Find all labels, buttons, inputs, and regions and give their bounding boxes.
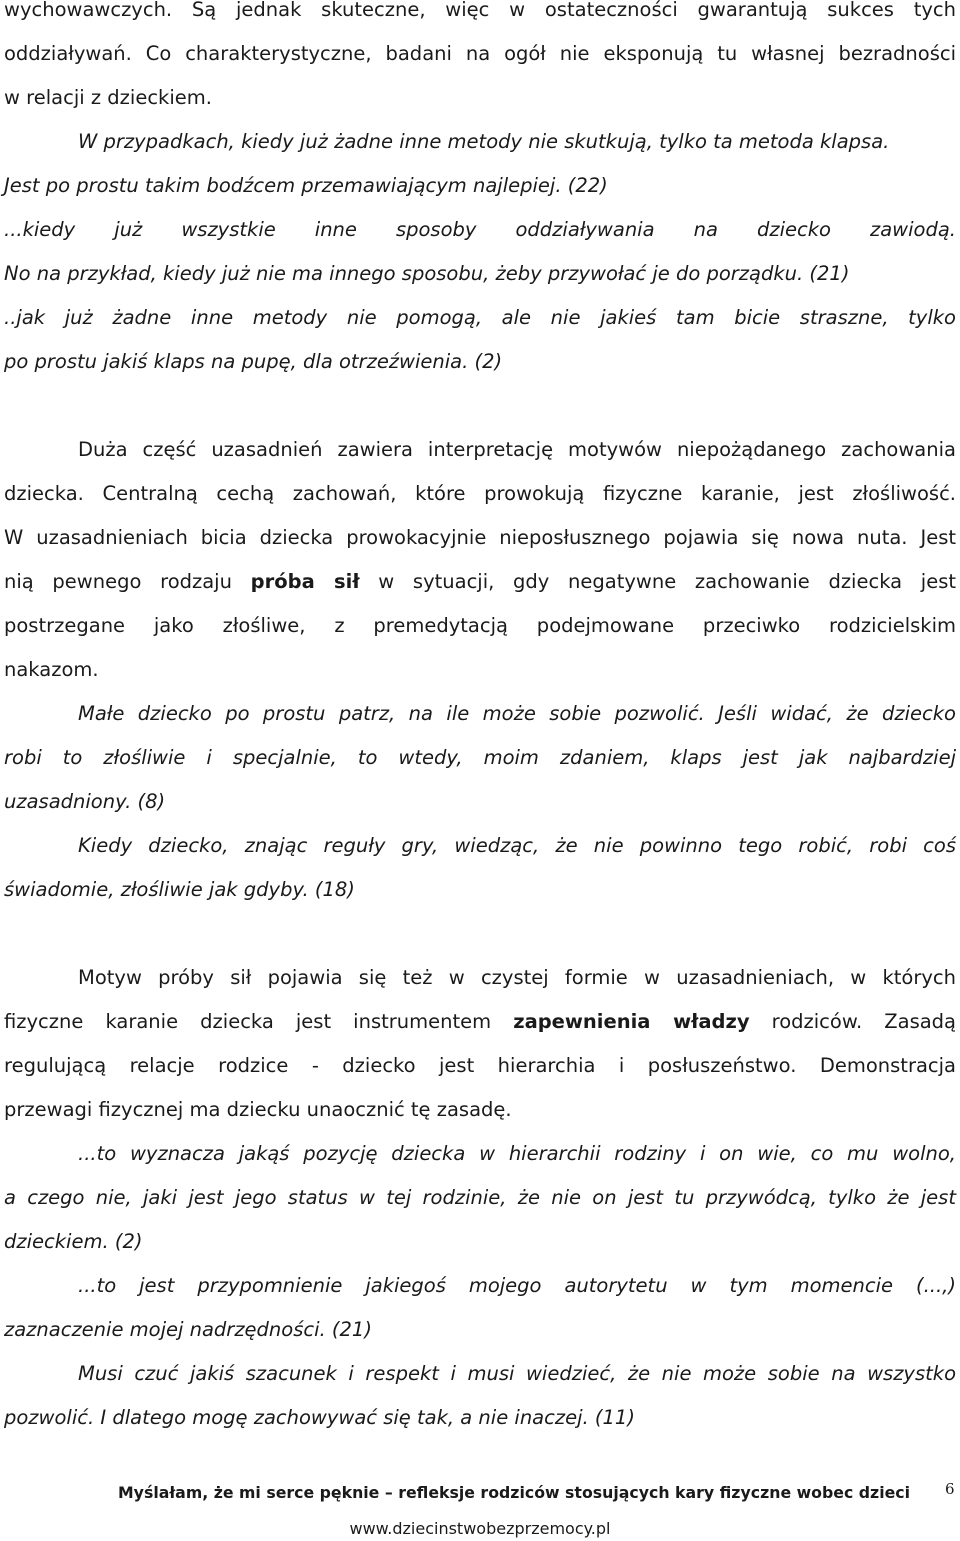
body-text-line: W uzasadnieniach bicia dziecka prowokacyjnie nieposłusznego pojawia się nowa nuta. Jest — [4, 526, 956, 549]
quote-line: świadomie, złośliwie jak gdyby. (18) — [4, 878, 355, 901]
footer-title: Myślałam, że mi serce pęknie – refleksje rodziców stosujących kary fizyczne wobec dzieci — [118, 1483, 911, 1502]
quote-line: ..jak już żadne inne metody nie pomogą, ale nie jakieś tam bicie straszne, tylko — [4, 306, 956, 329]
quote-line: W przypadkach, kiedy już żadne inne metody nie skutkują, tylko ta metoda klapsa. — [78, 130, 890, 153]
body-text-line: dziecka. Centralną cechą zachowań, które prowokują fizyczne karanie, jest złośliwość. — [4, 482, 956, 505]
body-text-line: wychowawczych. Są jednak skuteczne, więc w ostateczności gwarantują sukces tych — [4, 0, 956, 21]
text-run: nią pewnego rodzaju — [4, 570, 251, 593]
quote-line: No na przykład, kiedy już nie ma innego sposobu, żeby przywołać je do porządku. (21) — [4, 262, 850, 285]
body-text-line: przewagi fizycznej ma dziecku unaocznić tę zasadę. — [4, 1098, 512, 1121]
text-run: w sytuacji, gdy negatywne zachowanie dziecka jest — [359, 570, 957, 593]
body-text-line: oddziaływań. Co charakterystyczne, badani na ogół nie eksponują tu własnej bezradności — [4, 42, 956, 65]
quote-line: Małe dziecko po prostu patrz, na ile może sobie pozwolić. Jeśli widać, że dziecko — [78, 702, 956, 725]
body-text-line: w relacji z dzieckiem. — [4, 86, 212, 109]
body-text-line: postrzegane jako złośliwe, z premedytacją podejmowane przeciwko rodzicielskim — [4, 614, 956, 637]
quote-line: zaznaczenie mojej nadrzędności. (21) — [4, 1318, 372, 1341]
footer-url: www.dziecinstwobezprzemocy.pl — [349, 1519, 611, 1538]
quote-line: Jest po prostu takim bodźcem przemawiającym najlepiej. (22) — [4, 174, 608, 197]
page-number: 6 — [945, 1480, 955, 1498]
body-text-line: Motyw próby sił pojawia się też w czystej formie w uzasadnieniach, w których — [78, 966, 956, 989]
emphasis-term: zapewnienia władzy — [513, 1010, 750, 1033]
quote-line: ...kiedy już wszystkie inne sposoby oddziaływania na dziecko zawiodą. — [4, 218, 956, 241]
quote-line: uzasadniony. (8) — [4, 790, 166, 813]
body-text-line: regulującą relacje rodzice - dziecko jest hierarchia i posłuszeństwo. Demonstracja — [4, 1054, 956, 1077]
text-run: rodziców. Zasadą — [749, 1010, 957, 1033]
emphasis-term: próba sił — [250, 570, 360, 593]
quote-line: dzieckiem. (2) — [4, 1230, 143, 1253]
body-text-line: nakazom. — [4, 658, 99, 681]
body-text-line: Duża część uzasadnień zawiera interpretację motywów niepożądanego zachowania — [78, 438, 956, 461]
quote-line: ...to wyznacza jakąś pozycję dziecka w hierarchii rodziny i on wie, co mu wolno, — [78, 1142, 956, 1165]
quote-line: Musi czuć jakiś szacunek i respekt i musi wiedzieć, że nie może sobie na wszystko — [78, 1362, 956, 1385]
body-text-line — [4, 570, 956, 594]
quote-line: a czego nie, jaki jest jego status w tej rodzinie, że nie on jest tu przywódcą, tylko że jest — [4, 1186, 956, 1209]
body-text-line — [4, 1010, 956, 1034]
text-run: fizyczne karanie dziecka jest instrumentem — [4, 1010, 514, 1033]
quote-line: ...to jest przypomnienie jakiegoś mojego autorytetu w tym momencie (...,) — [78, 1274, 956, 1297]
quote-line: po prostu jakiś klaps na pupę, dla otrzeźwienia. (2) — [4, 350, 503, 373]
quote-line: Kiedy dziecko, znając reguły gry, wiedząc, że nie powinno tego robić, robi coś — [78, 834, 956, 857]
quote-line: robi to złośliwie i specjalnie, to wtedy, moim zdaniem, klaps jest jak najbardziej — [4, 746, 956, 769]
quote-line: pozwolić. I dlatego mogę zachowywać się tak, a nie inaczej. (11) — [4, 1406, 635, 1429]
